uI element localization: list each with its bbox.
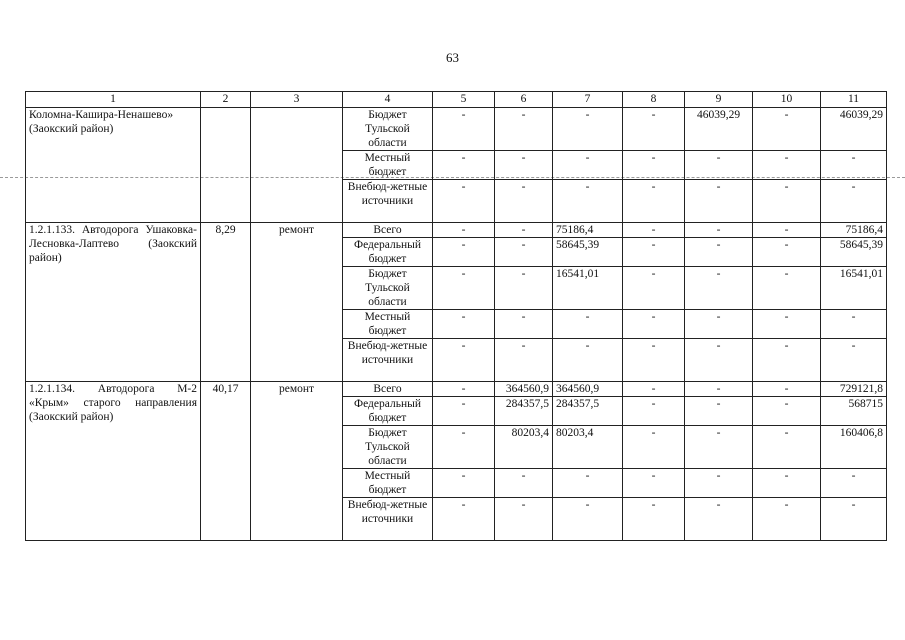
table-row <box>26 382 887 397</box>
value-cell-7: 58645,39 <box>553 238 623 267</box>
value-cell-5: - <box>433 397 495 426</box>
value-cell-8: - <box>623 223 685 238</box>
value-cell-5: - <box>433 180 495 223</box>
funding-source-cell: Федеральный бюджет <box>343 238 433 267</box>
value-cell-7: - <box>553 108 623 151</box>
value-cell-9: - <box>685 498 753 541</box>
value-cell-10: - <box>753 339 821 382</box>
length-cell: 8,29 <box>201 223 251 382</box>
funding-source-cell: Бюджет Тульской области <box>343 108 433 151</box>
column-header: 4 <box>343 92 433 108</box>
value-cell-7: - <box>553 180 623 223</box>
value-cell-8: - <box>623 310 685 339</box>
value-cell-11: 46039,29 <box>821 108 887 151</box>
value-cell-9: - <box>685 223 753 238</box>
value-cell-9: - <box>685 180 753 223</box>
value-cell-6: 364560,9 <box>495 382 553 397</box>
value-cell-11: 568715 <box>821 397 887 426</box>
value-cell-9: - <box>685 397 753 426</box>
value-cell-6: 80203,4 <box>495 426 553 469</box>
funding-source-cell: Внебюд-жетные источники <box>343 180 433 223</box>
column-header: 11 <box>821 92 887 108</box>
value-cell-11: 75186,4 <box>821 223 887 238</box>
funding-source-cell: Внебюд-жетные источники <box>343 498 433 541</box>
value-cell-5: - <box>433 469 495 498</box>
value-cell-5: - <box>433 151 495 180</box>
value-cell-8: - <box>623 498 685 541</box>
value-cell-11: 58645,39 <box>821 238 887 267</box>
object-name-cell: 1.2.1.134. Автодорога М-2 «Крым» старого направления (Заокский район) <box>26 382 201 541</box>
table-row <box>26 108 887 151</box>
table-row <box>26 223 887 238</box>
value-cell-11: 729121,8 <box>821 382 887 397</box>
value-cell-5: - <box>433 223 495 238</box>
value-cell-8: - <box>623 382 685 397</box>
work-type-cell <box>251 108 343 223</box>
value-cell-8: - <box>623 339 685 382</box>
value-cell-8: - <box>623 397 685 426</box>
column-header: 5 <box>433 92 495 108</box>
value-cell-5: - <box>433 108 495 151</box>
funding-source-cell: Всего <box>343 223 433 238</box>
value-cell-8: - <box>623 267 685 310</box>
value-cell-9: - <box>685 151 753 180</box>
object-name-cell: 1.2.1.133. Автодорога Ушаковка-Лесновка-Лаптево (Заокский район) <box>26 223 201 382</box>
value-cell-6: - <box>495 180 553 223</box>
value-cell-11: 160406,8 <box>821 426 887 469</box>
value-cell-10: - <box>753 180 821 223</box>
value-cell-10: - <box>753 108 821 151</box>
work-type-cell: ремонт <box>251 382 343 541</box>
value-cell-6: - <box>495 310 553 339</box>
value-cell-5: - <box>433 498 495 541</box>
value-cell-10: - <box>753 498 821 541</box>
value-cell-10: - <box>753 397 821 426</box>
funding-source-cell: Бюджет Тульской области <box>343 267 433 310</box>
value-cell-10: - <box>753 238 821 267</box>
column-number-row <box>26 92 887 108</box>
value-cell-5: - <box>433 238 495 267</box>
value-cell-5: - <box>433 426 495 469</box>
value-cell-7: - <box>553 151 623 180</box>
value-cell-10: - <box>753 151 821 180</box>
value-cell-11: - <box>821 498 887 541</box>
column-header: 3 <box>251 92 343 108</box>
column-header: 9 <box>685 92 753 108</box>
value-cell-9: - <box>685 238 753 267</box>
funding-source-cell: Федеральный бюджет <box>343 397 433 426</box>
value-cell-5: - <box>433 267 495 310</box>
value-cell-6: - <box>495 498 553 541</box>
value-cell-9: - <box>685 267 753 310</box>
value-cell-8: - <box>623 180 685 223</box>
work-type-cell: ремонт <box>251 223 343 382</box>
object-name-cell: Коломна-Кашира-Ненашево» (Заокский район) <box>26 108 201 223</box>
funding-source-cell: Местный бюджет <box>343 310 433 339</box>
value-cell-7: 80203,4 <box>553 426 623 469</box>
value-cell-6: - <box>495 108 553 151</box>
value-cell-6: - <box>495 151 553 180</box>
value-cell-8: - <box>623 238 685 267</box>
value-cell-10: - <box>753 382 821 397</box>
value-cell-7: 16541,01 <box>553 267 623 310</box>
column-header: 1 <box>26 92 201 108</box>
value-cell-7: 364560,9 <box>553 382 623 397</box>
value-cell-7: 284357,5 <box>553 397 623 426</box>
value-cell-9: - <box>685 426 753 469</box>
column-header: 6 <box>495 92 553 108</box>
value-cell-10: - <box>753 469 821 498</box>
funding-source-cell: Внебюд-жетные источники <box>343 339 433 382</box>
value-cell-10: - <box>753 426 821 469</box>
value-cell-10: - <box>753 310 821 339</box>
length-cell <box>201 108 251 223</box>
budget-table <box>25 91 887 541</box>
column-header: 10 <box>753 92 821 108</box>
value-cell-6: - <box>495 267 553 310</box>
value-cell-7: - <box>553 469 623 498</box>
value-cell-6: - <box>495 223 553 238</box>
value-cell-9: - <box>685 339 753 382</box>
length-cell: 40,17 <box>201 382 251 541</box>
value-cell-11: - <box>821 469 887 498</box>
page-number: 63 <box>446 50 459 65</box>
value-cell-9: - <box>685 469 753 498</box>
column-header: 7 <box>553 92 623 108</box>
value-cell-11: - <box>821 339 887 382</box>
value-cell-9: - <box>685 382 753 397</box>
column-header: 2 <box>201 92 251 108</box>
value-cell-5: - <box>433 382 495 397</box>
funding-source-cell: Местный бюджет <box>343 151 433 180</box>
value-cell-7: - <box>553 498 623 541</box>
funding-source-cell: Местный бюджет <box>343 469 433 498</box>
value-cell-5: - <box>433 339 495 382</box>
value-cell-10: - <box>753 223 821 238</box>
value-cell-9: - <box>685 310 753 339</box>
funding-source-cell: Бюджет Тульской области <box>343 426 433 469</box>
value-cell-6: 284357,5 <box>495 397 553 426</box>
value-cell-10: - <box>753 267 821 310</box>
value-cell-6: - <box>495 238 553 267</box>
column-header: 8 <box>623 92 685 108</box>
funding-source-cell: Всего <box>343 382 433 397</box>
value-cell-11: - <box>821 151 887 180</box>
value-cell-11: - <box>821 310 887 339</box>
value-cell-11: 16541,01 <box>821 267 887 310</box>
value-cell-7: 75186,4 <box>553 223 623 238</box>
value-cell-7: - <box>553 310 623 339</box>
value-cell-8: - <box>623 426 685 469</box>
value-cell-5: - <box>433 310 495 339</box>
value-cell-9: 46039,29 <box>685 108 753 151</box>
value-cell-11: - <box>821 180 887 223</box>
value-cell-8: - <box>623 469 685 498</box>
value-cell-6: - <box>495 469 553 498</box>
value-cell-7: - <box>553 339 623 382</box>
value-cell-6: - <box>495 339 553 382</box>
value-cell-8: - <box>623 108 685 151</box>
value-cell-8: - <box>623 151 685 180</box>
